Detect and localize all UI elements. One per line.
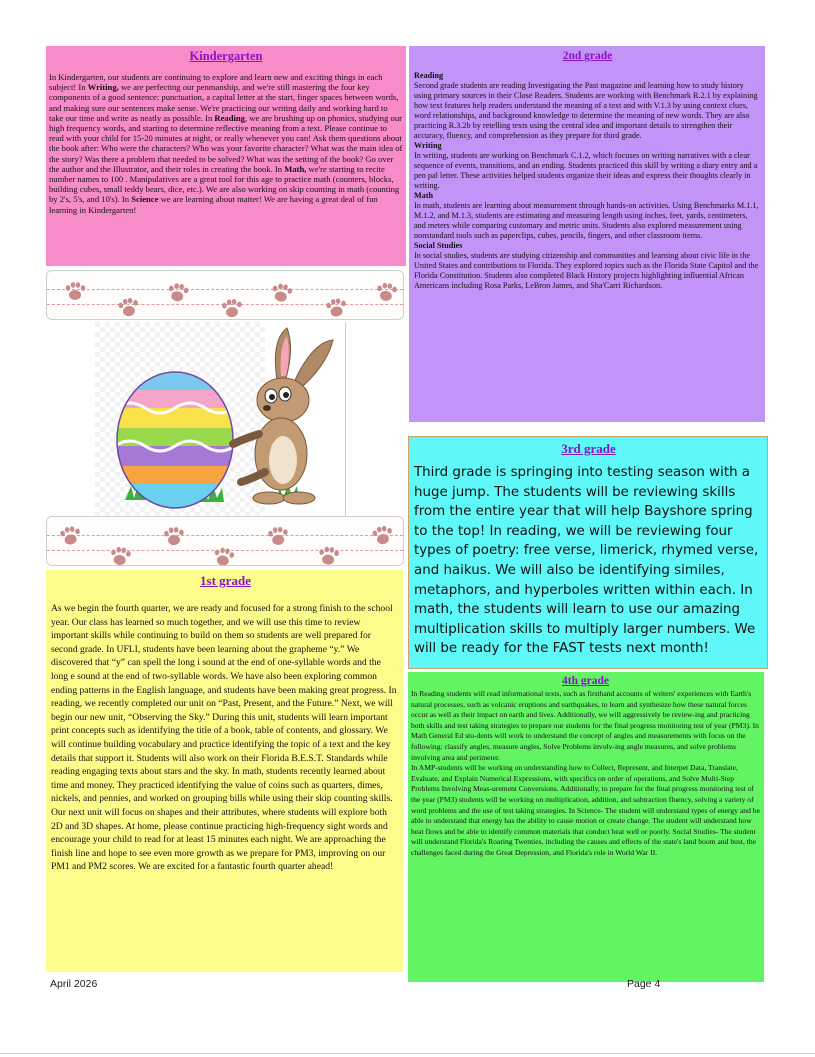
bunny-egg-picture <box>95 322 345 516</box>
paw-print-icon <box>319 546 340 565</box>
paw-print-icon <box>164 526 185 545</box>
kindergarten-heading: Kindergarten <box>189 49 263 63</box>
kindergarten-bold-reading: Reading <box>214 112 245 123</box>
fourth-grade-heading: 4th grade <box>562 675 609 687</box>
third-grade-section <box>408 436 768 669</box>
social-studies-subheading: Social Studies <box>414 241 463 250</box>
kindergarten-text-2: we are perfecting our penmanship, and we're still mastering the four key components of a good sentence: punctuation, a capital letter at the start, finger spaces between words, and making sure our sentences make sense. We're practicing our writing daily and working hard to take our time and write as neatly as possible. In <box>49 82 399 123</box>
paw-print-icon <box>268 526 289 546</box>
paw-print-icon <box>372 525 394 546</box>
third-grade-heading: 3rd grade <box>561 441 616 456</box>
paw-print-icon <box>66 282 86 300</box>
paw-print-icon <box>326 297 348 317</box>
third-grade-body: Third grade is springing into testing season with a huge jump. The students will be reviewing skills from the entire year that will help Bayshore spring to the top! In reading, we will be reviewing four types of poetry: free verse, limerick, rhymed verse, and haikus. We will also be identifying similes, metaphors, and hyperboles written within each. In math, the students will learn to use our amazing multiplication skills to multiply larger numbers. We will be ready for the FAST tests next month! <box>414 465 759 657</box>
reading-subheading: Reading <box>414 71 444 80</box>
kindergarten-bold-science: Science <box>131 194 159 205</box>
writing-subheading: Writing <box>414 141 442 150</box>
paw-print-icon <box>213 546 235 565</box>
paw-print-border-bottom <box>46 516 404 566</box>
footer-date: April 2026 <box>50 978 98 990</box>
second-grade-heading: 2nd grade <box>562 50 613 62</box>
easter-bunny-illustration <box>95 322 346 516</box>
paw-print-icon <box>118 297 140 318</box>
kindergarten-text-5: we are learning about matter! We are having a great deal of fun learning in Kindergarten! <box>49 194 378 215</box>
first-grade-body: As we begin the fourth quarter, we are ready and focused for a strong finish to the school year. Our class has learned so much together, and we will use this time to review important skills while continuing to build on them so students are well prepared for second grade. In UFLI, students have been learning about the grapheme “y.” We discovered that “y” can spell the long i sound at the end of one-syllable words and the long e sound at the end of two-syllable words. We have also been exploring common ending patterns in the English language, and students have been making great progress. In reading, we recently completed our unit on “Past, Present, and the Future.” Next, we will begin our new unit, “Observing the Sky.” During this unit, students will learn important print concepts such as identifying the title of a book, table of contents, and glossary. We will continue building vocabulary and practice identifying the topic of a text and the key details that support it. Students will also work on their Florida B.E.S.T. Standards while reading engaging texts about stars and the sky. In math, students recently learned about time and money. They practiced identifying the value of coins such as quarters, dimes, nickels, and pennies, and worked on grouping bills while using their skip counting skills. Our next unit will focus on shapes and their attributes, where students will explore both 2D and 3D shapes. At home, please continue practicing high-frequency sight words and encourage your child to read for at least 15 minutes each night. We are approaching the finish line and hope to see even more growth as we prepare for PM3, improving on our PM1 and PM2 scores. We are excited for a fantastic fourth quarter ahead! <box>51 603 397 873</box>
kindergarten-text-1: In Kindergarten, our students are continuing to explore and learn new and exciting things in each subject! In <box>49 72 383 93</box>
kindergarten-section <box>46 46 406 266</box>
kindergarten-body <box>49 72 403 215</box>
fourth-grade-section <box>408 672 764 982</box>
paw-row <box>47 517 403 565</box>
reading-paragraph: Second grade students are reading Investigating the Past magazine and learning how to study history using primary sources in their Close Readers. Students are working with Benchmark R.2.1 by explaining how text features help readers understand the meaning of a text and with V.1.3 by using context clues, word relationships, and background knowledge to determine the meaning of new words. They are also practicing R.3.2b by retelling texts using the central idea and important details to strengthen their accuracy, fluency, and comprehension as they prepare for third grade. <box>414 81 758 140</box>
math-paragraph: In math, students are learning about measurement through hands-on activities. Using Benchmarks M.1.1, M.1.2, and M.1.3, students are estimating and measuring length using inches, feet, yards, centimeters, and meters while comparing customary and metric units. Students also explored measurement using nonstandard tools such as paperclips, cubes, pencils, fingers, and other classroom items. <box>414 201 759 240</box>
kindergarten-bold-math: Math, <box>284 163 307 174</box>
paw-print-icon <box>60 525 82 545</box>
fourth-grade-body: In Reading students will read informational texts, such as firsthand accounts of writers' experiences with Earth's natural processes, such as volcanic eruptions and earthquakes, to learn and synthesize how these natural forces occur as well as their impact on earth and lives. Additionally, we will aggressively be review-ing and practicing both skills and test taking strategies to prepare our students for the final progress monitoring test of year (PM3). In Math General Ed stu-dents will work to understand the concept of angles and measurements with focus on the following: classify angles, measure angles, Solve Problems involv-ing angle measures, and solve problems involving area and perimeter. In AMP-students will be working on understanding how to Collect, Represent, and Interpet Data, Translate, Evaluate, and Explain Numerical Expressions, with specifics on order of operations, and Solve Multi-Step Problems Involving Meas-urement Conversions. Additionally, to prepare for the final progress monitoring test of the year (PM3) students will be working on multiplication, addition, and subtraction fluency, solving a variety of word problems and the use of test taking strategies. In Science- The student will understand types of energy and be able to understand that energy has the ability to cause motion or create change. The student will understand how heat flows and be able to identify common materials that conduct heat well or poorly. Social Studies- The student will understand Florida's Roaring Twenties, including the causes and effects of the state's land boom and bust, the challenges faced during the Great Depression, and Florida's role in World War II. <box>411 689 760 857</box>
kindergarten-text-3: , we are brushing up on phonics, studying our high frequency words, and starting to determine reflective meaning from a text. Please continue to read with your child for 15-20 minutes at night, or really whenever you can! Ask them questions about the book after: Who were the characters? Who was your favorite character? What was the main idea of the story? Was there a problem that needed to be solved? What was the setting of the book? Go over the author and the Illustrator, and their roles in creating the book. In <box>49 112 403 174</box>
paw-print-border-top <box>46 270 404 320</box>
first-grade-heading: 1st grade <box>200 573 251 588</box>
page-bottom-rule <box>0 1053 815 1054</box>
paw-print-icon <box>110 546 131 565</box>
social-studies-paragraph: In social studies, students are studying citizenship and communities and learning about civic life in the United States and contributions to Florida. They explored topics such as the Florida State Capitol and the Florida Constitution. Students also completed Black History projects highlighting influential African Americans including Rosa Parks, LeBron James, and Sha'Carri Richardson. <box>414 251 759 290</box>
writing-paragraph: In writing, students are working on Benchmark C.1.2, which focuses on writing narratives with a clear sequence of events, transitions, and an ending. Students practiced this skill by writing a diary entry and a pen pal letter. These activities helped students organize their ideas and express their thoughts clearly in writing. <box>414 151 758 190</box>
math-subheading: Math <box>414 191 434 200</box>
kindergarten-bold-writing: Writing, <box>87 82 119 93</box>
second-grade-section <box>409 46 765 422</box>
first-grade-section <box>46 570 403 972</box>
kindergarten-text-4: we're starting to recite number names to 100 . Manipulatives are a great tool for this age to practice math (counters, blocks, building cubes, small teddy bears, dice, etc.). We are also working on skip counting in math (counting by 2's, 5's, and 10's). In <box>49 163 400 205</box>
paw-print-icon <box>167 282 189 302</box>
paw-print-icon <box>222 298 243 317</box>
paw-print-icon <box>376 282 397 301</box>
paw-row <box>47 271 403 319</box>
paw-print-icon <box>271 282 293 303</box>
footer-page-number: Page 4 <box>627 978 661 990</box>
